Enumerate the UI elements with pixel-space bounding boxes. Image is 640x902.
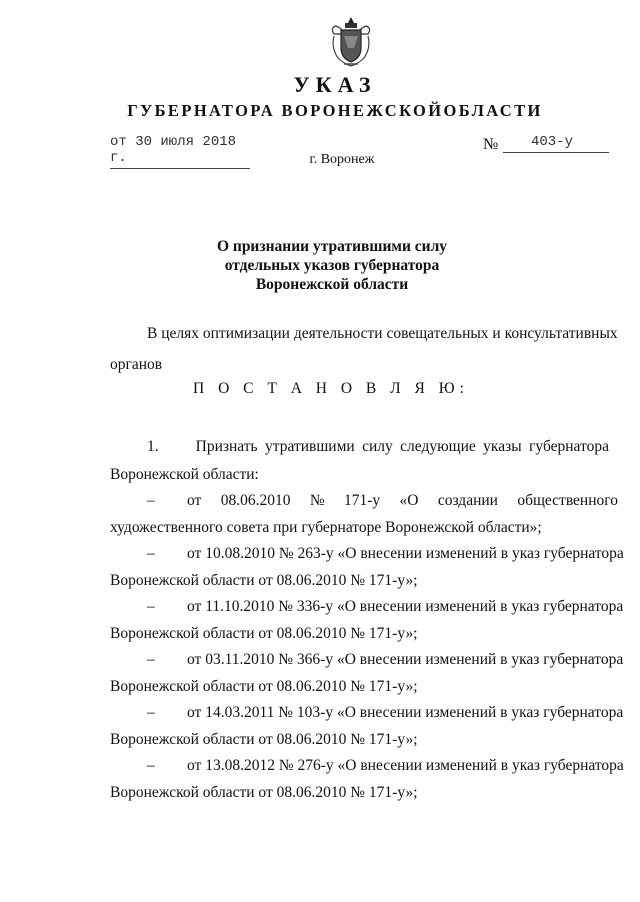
list-item: от 11.10.2010 № 336-у «О внесении изменений в указ губернатора: [187, 598, 624, 615]
list-item: от 13.08.2012 № 276-у «О внесении изменений в указ губернатора: [187, 757, 624, 774]
document-title: УКАЗ: [293, 72, 377, 97]
list-item: от 08.06.2010 № 171-у «О создании общественного: [187, 492, 618, 509]
issuer-title: ГУБЕРНАТОРА ВОРОНЕЖСКОЙОБЛАСТИ: [127, 101, 543, 120]
list-item: Воронежской области от 08.06.2010 № 171-у»;: [110, 731, 418, 748]
list-item: Воронежской области от 08.06.2010 № 171-у»;: [110, 784, 418, 801]
number-value: 403-у: [531, 134, 574, 150]
list-item-dash: –: [147, 545, 155, 562]
list-item-dash: –: [147, 757, 155, 774]
list-item: от 03.11.2010 № 366-у «О внесении изменений в указ губернатора: [187, 651, 624, 668]
list-item-dash: –: [147, 492, 155, 509]
decree-word: П О С Т А Н О В Л Я Ю:: [193, 380, 469, 397]
preamble-line: органов: [110, 356, 163, 373]
subject-line: Воронежской области: [255, 276, 409, 293]
number-label: №: [483, 136, 499, 153]
list-item: от 10.08.2010 № 263-у «О внесении изменений в указ губернатора: [187, 545, 624, 562]
date-value: от 30 июля 2018 г.: [110, 134, 237, 166]
date-underline: [110, 168, 250, 169]
list-item: от 14.03.2011 № 103-у «О внесении изменений в указ губернатора: [187, 704, 624, 721]
list-item: художественного совета при губернаторе Воронежской области»;: [110, 519, 542, 536]
subject-line: О признании утратившими силу: [216, 238, 448, 255]
city: г. Воронеж: [309, 152, 375, 167]
list-item-dash: –: [147, 704, 155, 721]
list-item: Воронежской области от 08.06.2010 № 171-у»;: [110, 678, 418, 695]
list-item: Воронежской области от 08.06.2010 № 171-у»;: [110, 625, 418, 642]
document-subject: [0, 237, 640, 294]
preamble-line: В целях оптимизации деятельности совещательных и консультативных: [147, 325, 618, 342]
list-item-dash: –: [147, 651, 155, 668]
list-item: Воронежской области от 08.06.2010 № 171-у»;: [110, 572, 418, 589]
document-number: [503, 134, 609, 150]
coat-of-arms-icon: [326, 14, 376, 70]
subject-line: отдельных указов губернатора: [224, 257, 440, 274]
list-item-dash: –: [147, 598, 155, 615]
point-line: 1. Признать утратившими силу следующие указы губернатора: [147, 438, 609, 455]
point-line: Воронежской области:: [110, 466, 259, 483]
